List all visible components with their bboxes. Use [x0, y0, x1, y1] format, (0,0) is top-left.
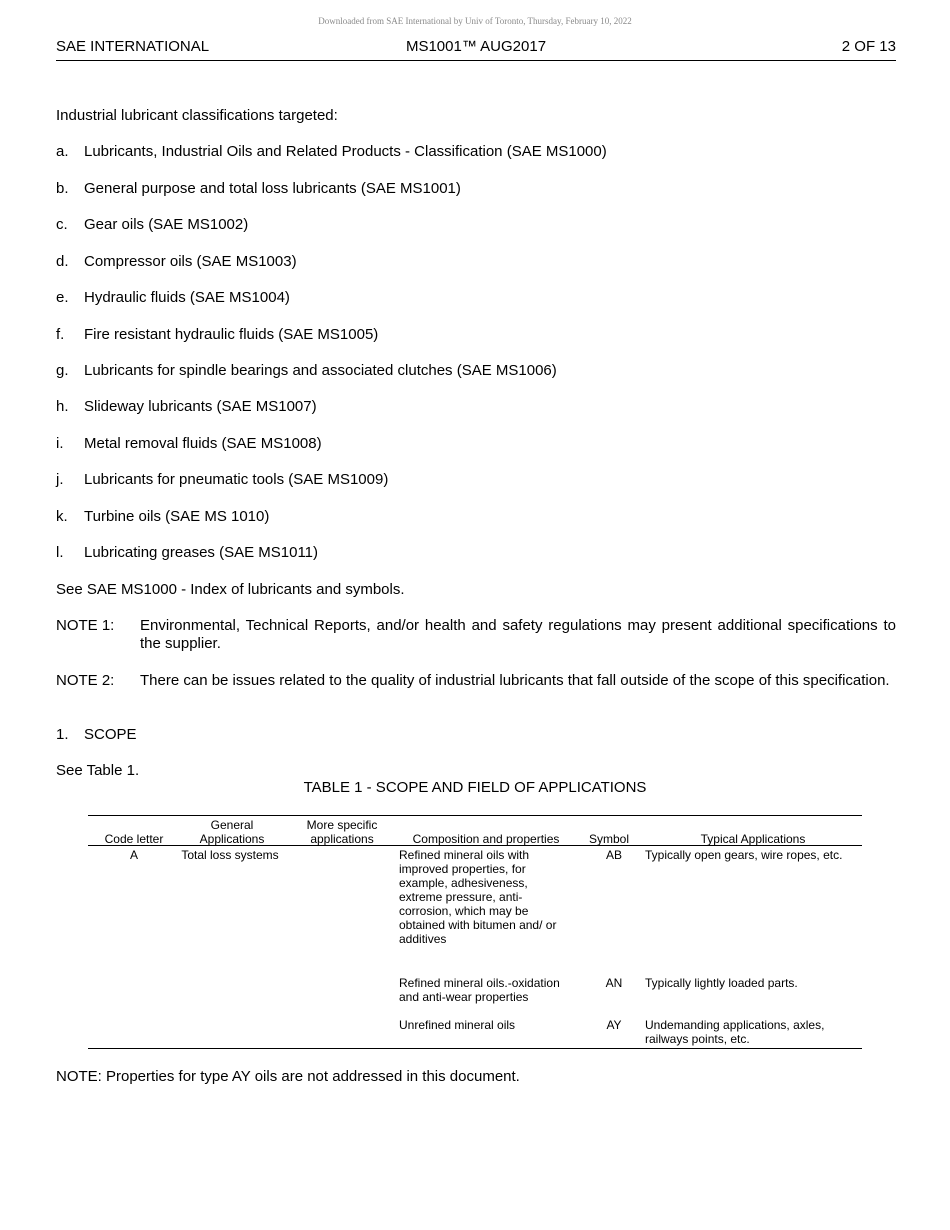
section-number: 1.: [56, 726, 69, 743]
header-typical: Typical Applications: [700, 832, 806, 846]
header-general-line2: Applications: [199, 832, 265, 846]
footer-note: NOTE: Properties for type AY oils are not addressed in this document.: [56, 1068, 520, 1085]
note-label: NOTE 1:: [56, 617, 115, 634]
section-title: SCOPE: [84, 726, 137, 743]
header-document-id: MS1001™ AUG2017: [405, 38, 547, 55]
list-marker: i.: [56, 435, 64, 452]
cell-symbol: AY: [606, 1018, 622, 1032]
list-text: Hydraulic fluids (SAE MS1004): [84, 289, 290, 306]
header-page-number: 2 OF 13: [841, 38, 896, 55]
list-marker: e.: [56, 289, 69, 306]
list-text: Compressor oils (SAE MS1003): [84, 253, 297, 270]
list-item: [56, 508, 269, 525]
cell-typical: Typically open gears, wire ropes, etc.: [645, 848, 843, 862]
list-marker: c.: [56, 216, 68, 233]
note-label: NOTE 2:: [56, 672, 115, 689]
list-item: [56, 362, 557, 379]
list-item: [56, 143, 607, 160]
list-marker: d.: [56, 253, 69, 270]
list-marker: g.: [56, 362, 69, 379]
header-code-letter: Code letter: [104, 832, 164, 846]
note-text: There can be issues related to the quality of industrial lubricants that fall outside of the scope of this specification.: [140, 672, 890, 689]
header-specific-line2: applications: [310, 832, 374, 846]
list-item: [56, 180, 461, 197]
download-watermark: Downloaded from SAE International by Univ of Toronto, Thursday, February 10, 2022: [318, 16, 632, 26]
list-text: Turbine oils (SAE MS 1010): [84, 508, 270, 525]
cell-composition: Refined mineral oils with improved properties, for example, adhesiveness, extreme pressure, anti-corrosion, which may be obtained with bitumen and/ or additives: [399, 848, 557, 946]
list-text: Lubricating greases (SAE MS1011): [84, 544, 319, 561]
list-marker: h.: [56, 398, 69, 415]
header-rule: [88, 845, 862, 846]
list-text: Fire resistant hydraulic fluids (SAE MS1005): [84, 326, 379, 343]
list-item: [56, 544, 318, 561]
list-text: General purpose and total loss lubricants (SAE MS1001): [84, 180, 461, 197]
cell-symbol: AN: [605, 976, 623, 990]
section-heading: [56, 726, 137, 743]
cell-symbol: AB: [605, 848, 622, 862]
note-text: Environmental, Technical Reports, and/or health and safety regulations may present additional specifications to the supplier.: [140, 617, 896, 652]
list-marker: k.: [56, 508, 68, 525]
list-item: [56, 216, 248, 233]
cell-typical: Undemanding applications, axles, railways points, etc.: [645, 1018, 825, 1046]
note-1: [56, 617, 896, 653]
list-text: Gear oils (SAE MS1002): [84, 216, 249, 233]
list-text: Lubricants, Industrial Oils and Related Products - Classification (SAE MS1000): [84, 143, 607, 160]
list-marker: j.: [56, 471, 64, 488]
cell-general-applications: Total loss systems: [181, 848, 279, 862]
list-marker: l.: [56, 544, 64, 561]
list-item: [56, 471, 388, 488]
header-symbol: Symbol: [588, 832, 629, 846]
page-header: [56, 38, 896, 61]
cell-composition: Refined mineral oils.-oxidation and anti-wear properties: [399, 976, 560, 1004]
list-marker: f.: [56, 326, 65, 343]
list-text: Metal removal fluids (SAE MS1008): [84, 435, 322, 452]
cell-code-letter: A: [129, 848, 138, 862]
list-item: [56, 289, 290, 306]
scope-table: [88, 815, 862, 1049]
see-index-text: See SAE MS1000 - Index of lubricants and symbols.: [56, 581, 405, 598]
list-marker: b.: [56, 180, 69, 197]
see-table-text: See Table 1.: [56, 762, 140, 779]
note-2: [56, 672, 896, 690]
list-item: [56, 253, 297, 270]
header-composition: Composition and properties: [412, 832, 560, 846]
list-text: Lubricants for pneumatic tools (SAE MS1009): [84, 471, 389, 488]
header-general-line1: General: [210, 818, 254, 832]
list-item: [56, 398, 317, 415]
cell-composition: Unrefined mineral oils: [399, 1018, 516, 1032]
list-item: [56, 435, 322, 452]
header-specific-line1: More specific: [306, 818, 378, 832]
intro-text: Industrial lubricant classifications targeted:: [56, 107, 338, 124]
list-text: Lubricants for spindle bearings and associated clutches (SAE MS1006): [84, 362, 557, 379]
list-text: Slideway lubricants (SAE MS1007): [84, 398, 317, 415]
list-marker: a.: [56, 143, 69, 160]
table-caption: TABLE 1 - SCOPE AND FIELD OF APPLICATIONS: [303, 779, 647, 796]
header-organization: SAE INTERNATIONAL: [56, 38, 210, 55]
list-item: [56, 326, 378, 343]
cell-typical: Typically lightly loaded parts.: [645, 976, 798, 990]
